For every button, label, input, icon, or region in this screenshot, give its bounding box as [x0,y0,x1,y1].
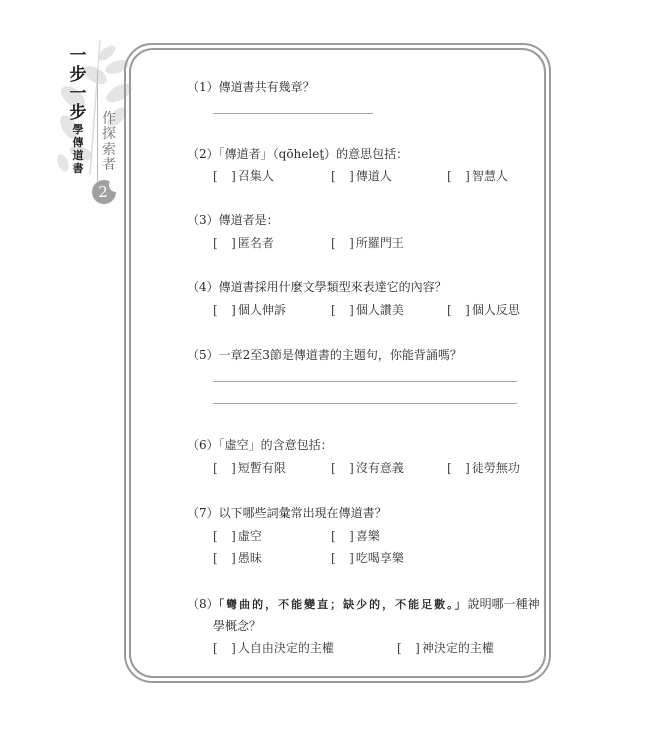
checkbox-open: [ [447,303,452,317]
question-1 [187,78,315,95]
checkbox-close: ] [349,529,354,543]
checkbox-close: ] [465,169,470,183]
checkbox-open: [ [213,236,218,250]
checkbox-open: [ [331,529,336,543]
question-number: （1） [187,80,219,94]
section-label [100,112,118,174]
option-label: 徒勞無功 [471,461,520,475]
checkbox-close: ] [231,641,236,655]
book-title-char: 學 [72,123,84,136]
worksheet-frame-inner [129,48,546,678]
chapter-number: 2 [98,183,108,201]
question-number: （3） [187,213,219,227]
option-checkbox[interactable] [213,301,286,318]
option-label: 人自由決定的主權 [237,641,334,655]
checkbox-close: ] [349,303,354,317]
option-checkbox[interactable] [331,549,404,566]
option-label: 短暫有限 [237,461,286,475]
section-label-char: 探 [102,126,116,143]
checkbox-close: ] [465,461,470,475]
question-4 [187,278,447,295]
question-8 [187,595,540,612]
book-title-char: 道 [72,149,84,162]
option-checkbox[interactable] [331,234,404,251]
series-title-char: 步 [69,103,87,123]
answer-line-q1[interactable] [213,113,373,114]
spine-divider [97,70,98,185]
option-label: 喜樂 [355,529,380,543]
series-title [64,48,92,174]
option-checkbox[interactable] [447,167,508,184]
option-checkbox[interactable] [213,459,286,476]
option-checkbox[interactable] [331,459,404,476]
option-checkbox[interactable] [331,301,404,318]
checkbox-open: [ [213,461,218,475]
option-checkbox[interactable] [447,459,520,476]
question-text: 傳道書共有幾章？ [218,80,315,94]
option-label: 所羅門王 [355,236,404,250]
checkbox-close: ] [231,303,236,317]
question-3 [187,211,279,228]
question-text: 以下哪些詞彙常出現在傳道書？ [218,506,387,520]
question-number: （5） [187,348,219,362]
question-text: 「傳道者」（qōheleṯ）的意思包括： [218,147,409,161]
option-label: 匿名者 [237,236,274,250]
option-checkbox[interactable] [213,527,262,544]
checkbox-close: ] [231,551,236,565]
question-text: 「虛空」的含意包括： [218,438,333,452]
option-checkbox[interactable] [213,639,334,656]
option-label: 神決定的主權 [421,641,494,655]
question-text: 一章2至3節是傳道書的主題句，你能背誦嗎？ [218,348,462,362]
question-2 [187,145,408,162]
answer-line-q5-2[interactable] [213,403,517,404]
option-label: 個人反思 [471,303,520,317]
checkbox-close: ] [349,169,354,183]
checkbox-open: [ [213,551,218,565]
checkbox-open: [ [331,169,336,183]
checkbox-open: [ [397,641,402,655]
option-label: 愚昧 [237,551,262,565]
option-checkbox[interactable] [397,639,494,656]
option-label: 沒有意義 [355,461,404,475]
question-number: （2） [187,147,219,161]
option-label: 個人讚美 [355,303,404,317]
option-label: 虛空 [237,529,262,543]
checkbox-open: [ [331,236,336,250]
checkbox-close: ] [231,169,236,183]
scripture-quote: 「彎曲的，不能變直；缺少的，不能足數。」 [218,598,468,611]
checkbox-open: [ [213,169,218,183]
section-label-char: 者 [102,157,116,174]
checkbox-close: ] [465,303,470,317]
checkbox-open: [ [213,641,218,655]
option-checkbox[interactable] [331,527,380,544]
question-6 [187,436,333,453]
section-label-char: 索 [102,141,116,158]
checkbox-open: [ [331,461,336,475]
checkbox-open: [ [331,303,336,317]
checkbox-open: [ [213,303,218,317]
checkbox-close: ] [231,461,236,475]
option-checkbox[interactable] [331,167,392,184]
checkbox-close: ] [349,551,354,565]
series-title-char: 一 [69,84,87,104]
question-7 [187,504,387,521]
checkbox-close: ] [231,236,236,250]
question-number: （8） [187,597,219,611]
option-checkbox[interactable] [213,549,262,566]
book-title-char: 書 [72,162,84,175]
section-label-char: 作 [102,111,116,127]
checkbox-close: ] [349,461,354,475]
answer-line-q5-1[interactable] [213,381,517,382]
series-title-char: 步 [69,65,87,85]
question-number: （7） [187,506,219,520]
checkbox-close: ] [349,236,354,250]
option-checkbox[interactable] [447,301,520,318]
option-label: 個人伸訴 [237,303,286,317]
question-number: （4） [187,280,219,294]
option-checkbox[interactable] [213,167,274,184]
question-text: 說明哪一種神 [467,597,540,611]
question-text: 傳道書採用什麼文學類型來表達它的內容？ [218,280,447,294]
book-title-char: 傳 [72,136,84,149]
option-label: 智慧人 [471,169,508,183]
option-checkbox[interactable] [213,234,274,251]
checkbox-open: [ [447,169,452,183]
option-label: 召集人 [237,169,274,183]
option-label: 傳道人 [355,169,392,183]
checkbox-open: [ [331,551,336,565]
series-title-char: 一 [69,46,87,66]
question-8-continued: 學概念？ [213,619,262,633]
checkbox-open: [ [447,461,452,475]
checkbox-close: ] [231,529,236,543]
question-text: 傳道者是： [218,213,279,227]
checkbox-open: [ [213,529,218,543]
question-number: （6） [187,438,219,452]
checkbox-close: ] [415,641,420,655]
question-5 [187,346,462,363]
option-label: 吃喝享樂 [355,551,404,565]
